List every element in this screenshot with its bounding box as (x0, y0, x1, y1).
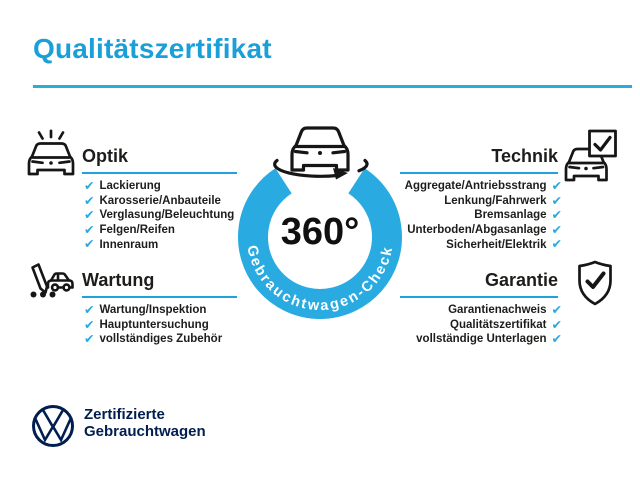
technik-checklist (332, 179, 562, 252)
page-title: Qualitätszertifikat (33, 33, 272, 64)
list-item (84, 332, 222, 347)
pen-car-checklist-icon (24, 261, 76, 299)
section-header-garantie (400, 270, 558, 298)
footer-brand-line1: Zertifizierte (84, 406, 165, 423)
ring-label: Gebrauchtwagen-Check (243, 243, 397, 315)
degrees-label: 360° (280, 211, 360, 253)
section-header-wartung (82, 270, 237, 298)
check-icon: ✔ (551, 236, 562, 252)
list-item (84, 208, 234, 223)
check-icon: ✔ (551, 207, 562, 223)
list-item-label: Felgen/Reifen (99, 224, 175, 237)
check-icon: ✔ (84, 207, 95, 223)
list-item-label: Unterboden/Abgasanlage (407, 224, 547, 237)
list-item (332, 223, 562, 238)
list-item-label: Garantienachweis (448, 304, 547, 317)
list-item-label: Innenraum (99, 238, 159, 251)
vw-roundel-logo (31, 404, 75, 448)
section-title-technik: Technik (491, 146, 558, 166)
check-icon: ✔ (551, 178, 562, 194)
car-360-rotation-icon (275, 128, 367, 180)
list-item-label: vollständiges Zubehör (99, 333, 223, 346)
check-icon: ✔ (551, 302, 562, 318)
list-item-label: Aggregate/Antriebsstrang (404, 180, 547, 193)
list-item-label: Sicherheit/Elektrik (446, 238, 547, 251)
check-icon: ✔ (84, 221, 95, 237)
list-item-label: vollständige Unterlagen (416, 333, 547, 346)
list-item (332, 179, 562, 194)
list-item-label: Lenkung/Fahrwerk (444, 194, 547, 207)
section-header-technik (400, 146, 558, 174)
check-icon: ✔ (84, 178, 95, 194)
check-icon: ✔ (84, 192, 95, 208)
shield-check-icon (574, 260, 616, 306)
check-icon: ✔ (551, 331, 562, 347)
list-item-label: Qualitätszertifikat (450, 318, 547, 331)
list-item-label: Wartung/Inspektion (99, 304, 207, 317)
check-icon: ✔ (84, 236, 95, 252)
list-item (332, 208, 562, 223)
check-icon: ✔ (551, 221, 562, 237)
check-icon: ✔ (84, 302, 95, 318)
footer-brand-label (84, 407, 206, 440)
car-checkbox-icon (564, 128, 618, 183)
list-item-label: Bremsanlage (474, 209, 547, 222)
check-icon: ✔ (551, 192, 562, 208)
title-divider (33, 85, 632, 88)
garantie-checklist (332, 303, 562, 347)
list-item (332, 237, 562, 252)
list-item (332, 194, 562, 209)
list-item (84, 194, 234, 209)
list-item-label: Karosserie/Anbauteile (99, 194, 221, 207)
list-item (84, 318, 222, 333)
check-icon: ✔ (551, 316, 562, 332)
list-item (332, 332, 562, 347)
list-item (332, 318, 562, 333)
list-item-label: Verglasung/Beleuchtung (99, 209, 235, 222)
check-icon: ✔ (84, 331, 95, 347)
list-item-label: Lackierung (99, 180, 161, 193)
list-item (332, 303, 562, 318)
optik-checklist (84, 179, 234, 252)
footer-brand-line2: Gebrauchtwagen (84, 422, 206, 440)
list-item (84, 179, 234, 194)
section-title-optik: Optik (82, 146, 129, 166)
list-item (84, 237, 234, 252)
shining-car-icon (26, 129, 76, 176)
section-title-garantie: Garantie (484, 270, 558, 290)
section-header-optik (82, 146, 237, 174)
list-item (84, 303, 222, 318)
section-title-wartung: Wartung (82, 270, 155, 290)
check-icon: ✔ (84, 316, 95, 332)
list-item-label: Hauptuntersuchung (99, 318, 209, 331)
list-item (84, 223, 234, 238)
wartung-checklist (84, 303, 222, 347)
